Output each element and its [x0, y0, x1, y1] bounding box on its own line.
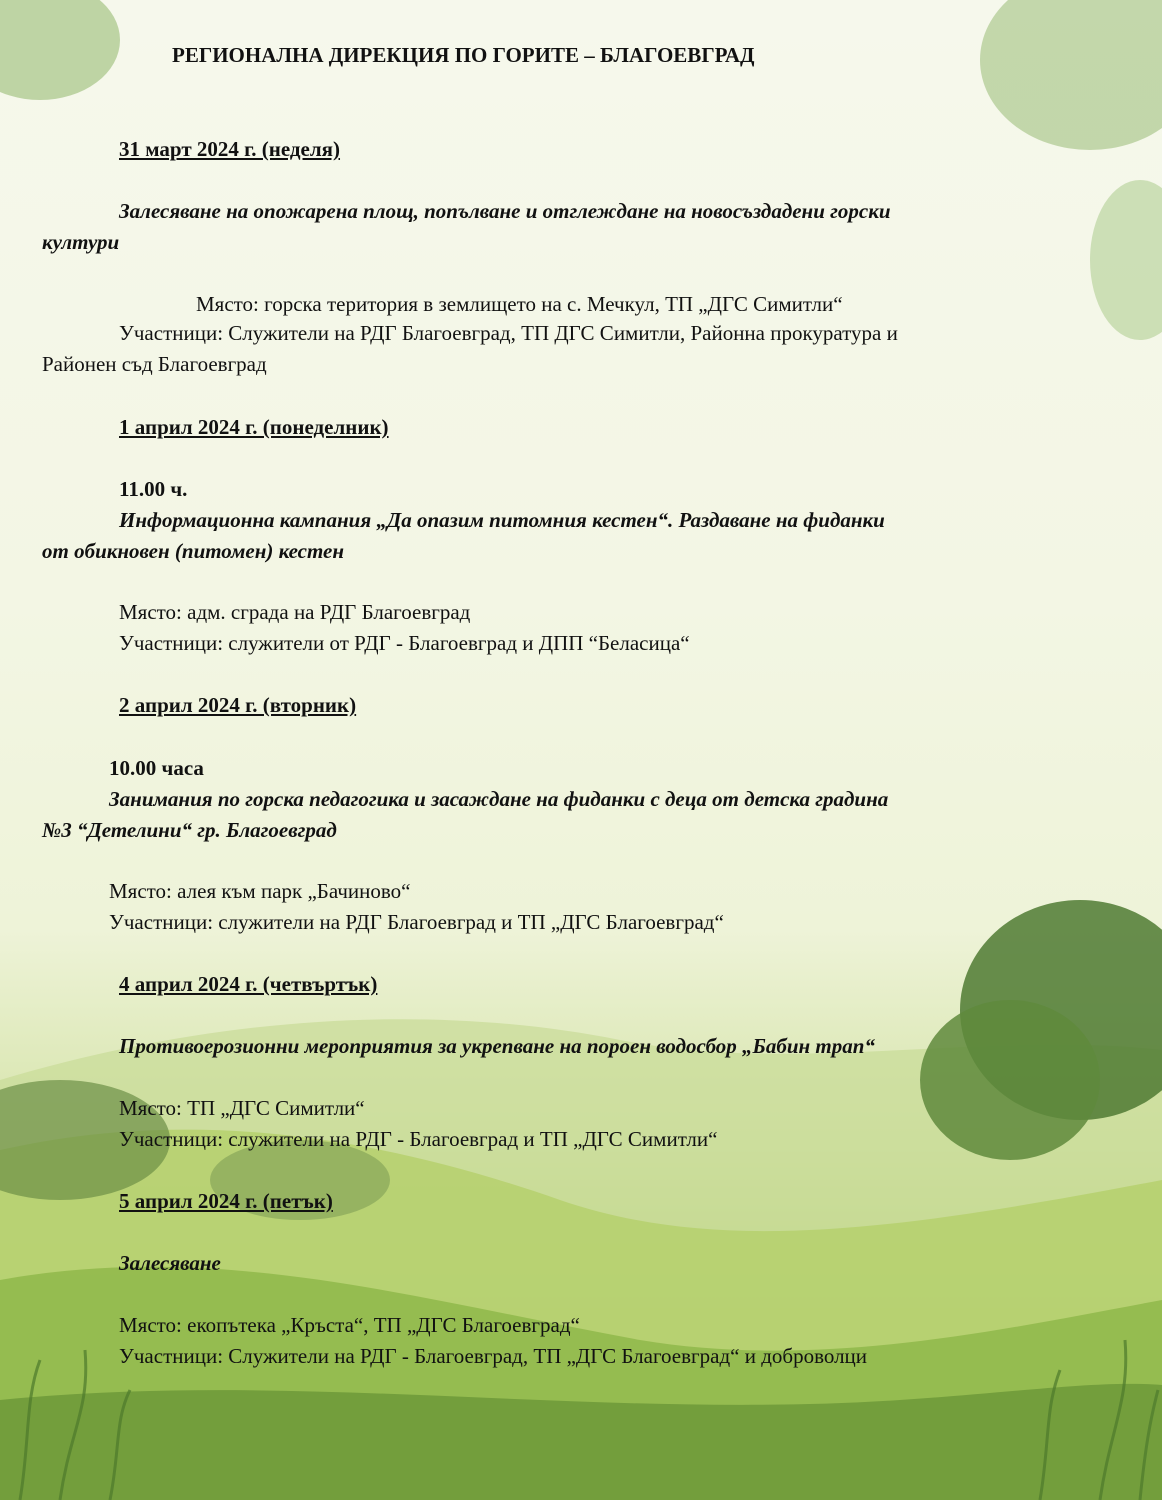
- event-4-date: 4 април 2024 г. (четвъртък): [119, 972, 378, 996]
- event-5-place: Място: екопътека „Кръста“, ТП „ДГС Благоевград“: [119, 1313, 580, 1337]
- page-title: РЕГИОНАЛНА ДИРЕКЦИЯ ПО ГОРИТЕ – БЛАГОЕВГРАД: [172, 43, 755, 67]
- event-2-date: 1 април 2024 г. (понеделник): [119, 415, 389, 439]
- event-1-activity-line2: култури: [42, 230, 120, 254]
- event-4-participants: Участници: служители на РДГ - Благоевград и ТП „ДГС Симитли“: [119, 1127, 718, 1151]
- event-2-participants: Участници: служители от РДГ - Благоевград и ДПП “Беласица“: [119, 631, 690, 655]
- event-1-date: 31 март 2024 г. (неделя): [119, 137, 341, 161]
- event-1-participants-line1: Участници: Служители на РДГ Благоевград, ТП ДГС Симитли, Районна прокуратура и: [119, 321, 898, 345]
- event-2-activity-line1: Информационна кампания „Да опазим питомния кестен“. Раздаване на фиданки: [119, 508, 885, 532]
- event-2-place: Място: адм. сграда на РДГ Благоевград: [119, 600, 471, 624]
- event-2-activity-line2: от обикновен (питомен) кестен: [42, 539, 345, 563]
- event-5-date: 5 април 2024 г. (петък): [119, 1189, 333, 1213]
- event-3-activity-line1: Занимания по горска педагогика и засаждане на фиданки с деца от детска градина: [109, 787, 889, 811]
- event-3-activity-line2: №3 “Детелини“ гр. Благоевград: [42, 818, 337, 842]
- event-4-place: Място: ТП „ДГС Симитли“: [119, 1096, 365, 1120]
- event-2-time: 11.00 ч.: [119, 477, 188, 501]
- event-1-place: Място: горска територия в землището на с. Мечкул, ТП „ДГС Симитли“: [196, 292, 843, 316]
- event-5-activity: Залесяване: [119, 1251, 221, 1275]
- event-4-activity: Противоерозионни мероприятия за укрепване на пороен водосбор „Бабин трап“: [119, 1034, 875, 1058]
- event-3-participants: Участници: служители на РДГ Благоевград и ТП „ДГС Благоевград“: [109, 910, 724, 934]
- event-5-participants: Участници: Служители на РДГ - Благоевград, ТП „ДГС Благоевград“ и доброволци: [119, 1344, 868, 1368]
- event-3-time: 10.00 часа: [109, 756, 204, 780]
- event-1-activity-line1: Залесяване на опожарена площ, попълване и отглеждане на новосъздадени горски: [119, 199, 891, 223]
- event-3-place: Място: алея към парк „Бачиново“: [109, 879, 411, 903]
- event-3-date: 2 април 2024 г. (вторник): [119, 693, 357, 717]
- event-1-participants-line2: Районен съд Благоевград: [42, 352, 267, 376]
